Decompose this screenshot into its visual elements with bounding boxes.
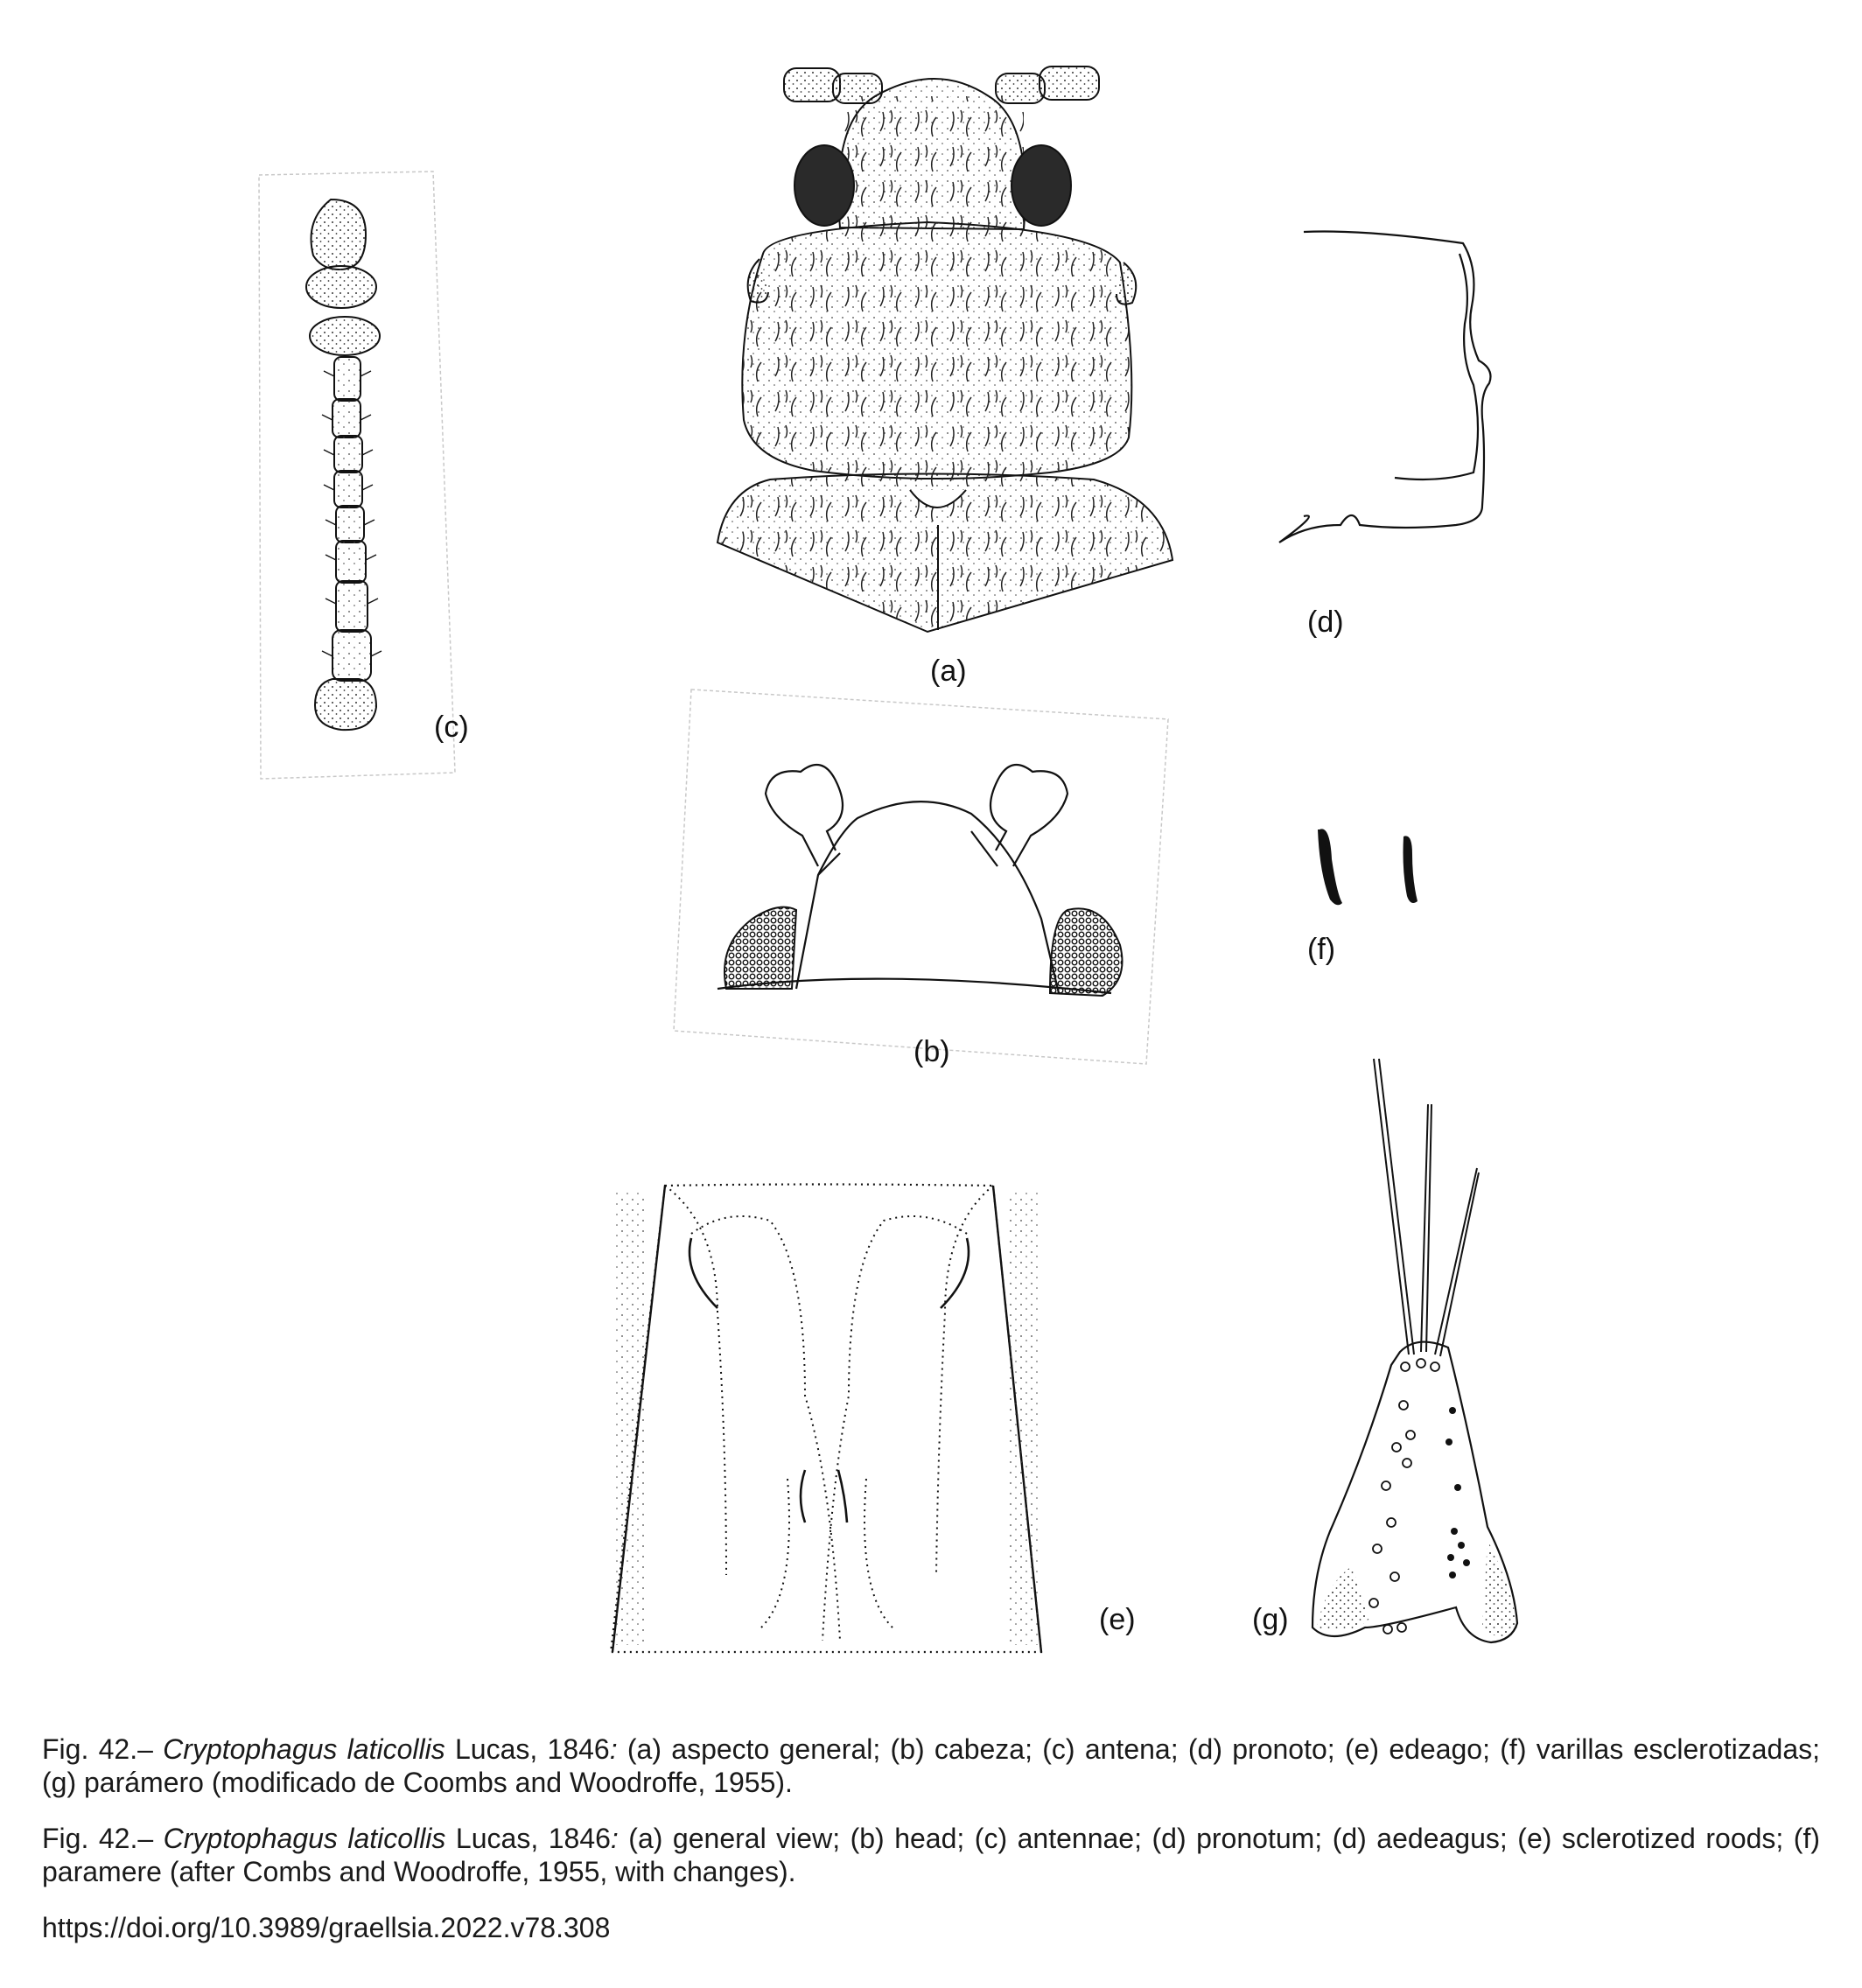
- caption-es-text: (a) aspecto general; (b) cabeza; (c) antena; (d) pronoto; (e) edeago; (f) varillas esclerotizadas; (g) parámero (modificado de Coombs and Woodroffe, 1955).: [42, 1733, 1821, 1798]
- panel-label-a: (a): [930, 654, 967, 688]
- caption-en-prefix: Fig. 42.–: [42, 1823, 164, 1854]
- head-outline-illustration: [674, 690, 1168, 1064]
- caption-en-author: Lucas, 1846: [445, 1823, 611, 1854]
- beetle-eye-right: [1012, 145, 1071, 226]
- caption-en-colon: :: [610, 1823, 619, 1854]
- panel-label-b: (b): [914, 1035, 950, 1068]
- aedeagus-illustration: [611, 1185, 1041, 1653]
- panel-label-d: (d): [1307, 606, 1344, 639]
- pronotum-outline-illustration: [1279, 232, 1491, 542]
- head-eye-left: [724, 907, 796, 989]
- paramere-illustration: [1312, 1059, 1517, 1642]
- caption-es-author: Lucas, 1846: [444, 1733, 610, 1765]
- antenna-illustration: [259, 172, 455, 779]
- panel-label-g: (g): [1252, 1603, 1289, 1636]
- caption-en-species: Cryptophagus laticollis: [163, 1823, 446, 1854]
- caption-english: [42, 1822, 1820, 1888]
- caption-en-text: (a) general view; (b) head; (c) antennae; (d) pronotum; (d) aedeagus; (e) sclerotized roods; (f) paramere (after Combs and Woodroffe, 1955, with changes).: [42, 1823, 1821, 1887]
- beetle-general-view-illustration: [718, 66, 1172, 632]
- panel-label-f: (f): [1307, 933, 1336, 966]
- caption-es-species: Cryptophagus laticollis: [163, 1733, 445, 1765]
- head-eye-right: [1050, 908, 1123, 996]
- panel-label-e: (e): [1099, 1603, 1136, 1636]
- panel-label-c: (c): [434, 710, 469, 744]
- caption-es-colon: :: [609, 1733, 618, 1765]
- sclerotized-rods-illustration: [1318, 829, 1418, 905]
- caption-es-prefix: Fig. 42.–: [42, 1733, 164, 1765]
- caption-spanish: [42, 1732, 1820, 1799]
- beetle-eye-left: [794, 145, 854, 226]
- doi-link[interactable]: https://doi.org/10.3989/graellsia.2022.v78.308: [42, 1912, 611, 1943]
